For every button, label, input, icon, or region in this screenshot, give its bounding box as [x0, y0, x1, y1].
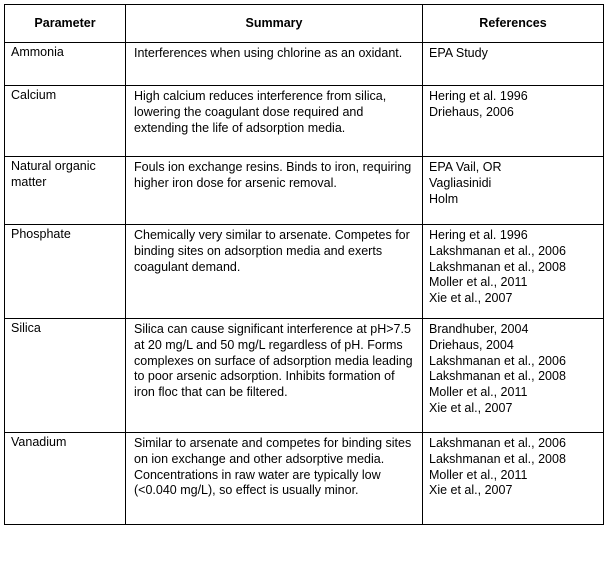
reference-item: Lakshmanan et al., 2008 [429, 259, 566, 274]
reference-item: Lakshmanan et al., 2006 [429, 436, 566, 450]
reference-item: Vagliasinidi [429, 175, 492, 190]
reference-item: Xie et al., 2007 [429, 400, 513, 415]
table-row [5, 157, 604, 225]
reference-item: Xie et al., 2007 [429, 291, 513, 306]
reference-item: Moller et al., 2011 [429, 467, 528, 482]
interference-table [4, 4, 604, 525]
references-cell [423, 225, 604, 319]
references-cell [423, 433, 604, 525]
table-header [5, 5, 604, 43]
reference-item: Moller et al., 2011 [429, 385, 528, 400]
table-row [5, 43, 604, 86]
summary-cell: Interferences when using chlorine as an oxidant. [126, 43, 423, 86]
reference-item: EPA Vail, OR [429, 160, 502, 174]
reference-item: Moller et al., 2011 [429, 275, 528, 290]
summary-cell: Fouls ion exchange resins. Binds to iron, requiring higher iron dose for arsenic removal. [126, 157, 423, 225]
parameter-cell: Ammonia [5, 43, 126, 86]
reference-item: Driehaus, 2004 [429, 337, 514, 352]
table-row [5, 86, 604, 157]
table-row [5, 433, 604, 525]
parameter-cell: Vanadium [5, 433, 126, 525]
reference-item: Driehaus, 2006 [429, 104, 514, 119]
parameter-cell: Natural organic matter [5, 157, 126, 225]
reference-item: Brandhuber, 2004 [429, 322, 529, 336]
reference-item: Xie et al., 2007 [429, 483, 513, 498]
reference-item: EPA Study [429, 46, 488, 60]
references-cell [423, 43, 604, 86]
header-parameter: Parameter [5, 5, 126, 43]
references-cell [423, 157, 604, 225]
parameter-cell: Phosphate [5, 225, 126, 319]
table-row [5, 319, 604, 433]
reference-item: Lakshmanan et al., 2008 [429, 369, 566, 384]
references-cell [423, 319, 604, 433]
parameter-cell: Calcium [5, 86, 126, 157]
references-cell [423, 86, 604, 157]
summary-cell: Similar to arsenate and competes for binding sites on ion exchange and other adsorptive media. Concentrations in raw water are typically low (<0.040 mg/L), so effect is usually minor. [126, 433, 423, 525]
reference-item: Lakshmanan et al., 2006 [429, 353, 566, 368]
summary-cell: Silica can cause significant interference at pH>7.5 at 20 mg/L and 50 mg/L regardless of pH. Forms complexes on surface of adsorption media leading to poor arsenic adsorption. Inhibits formation of iron floc that can be filtered. [126, 319, 423, 433]
header-row [5, 5, 604, 43]
table-row [5, 225, 604, 319]
parameter-cell: Silica [5, 319, 126, 433]
summary-cell: Chemically very similar to arsenate. Competes for binding sites on adsorption media and exerts coagulant demand. [126, 225, 423, 319]
header-summary: Summary [126, 5, 423, 43]
summary-cell: High calcium reduces interference from silica, lowering the coagulant dose required and extending the life of adsorption media. [126, 86, 423, 157]
reference-item: Holm [429, 191, 459, 206]
reference-item: Hering et al. 1996 [429, 228, 528, 242]
header-references: References [423, 5, 604, 43]
table-body [5, 43, 604, 525]
reference-item: Hering et al. 1996 [429, 89, 528, 103]
reference-item: Lakshmanan et al., 2006 [429, 243, 566, 258]
reference-item: Lakshmanan et al., 2008 [429, 451, 566, 466]
